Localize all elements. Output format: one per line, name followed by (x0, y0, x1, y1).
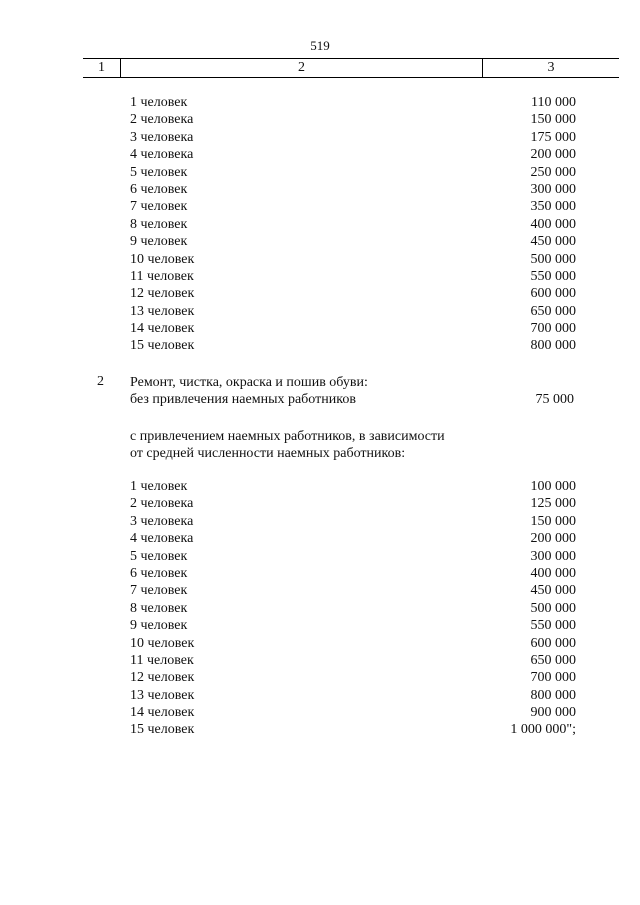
amount-value: 500 000 (530, 600, 576, 616)
list-item (0, 146, 640, 163)
amount-value: 450 000 (530, 234, 576, 250)
list-item (0, 320, 640, 337)
list-item (0, 565, 640, 582)
list-item (0, 652, 640, 669)
headcount-label: 5 человек (130, 164, 188, 180)
headcount-label: 8 человек (130, 216, 188, 232)
amount-value: 550 000 (530, 268, 576, 284)
headcount-label: 15 человек (130, 338, 195, 354)
list-item (0, 303, 640, 320)
headcount-label: 3 человека (130, 513, 194, 529)
headcount-list-b (0, 478, 640, 739)
headcount-label: 4 человека (130, 147, 194, 163)
header-col-3: 3 (547, 60, 555, 75)
with-workers-line-2: от средней численности наемных работников: (130, 446, 406, 462)
list-item (0, 513, 640, 530)
headcount-label: 1 человек (130, 95, 188, 110)
headcount-label: 12 человек (130, 286, 195, 302)
list-item (0, 233, 640, 250)
list-item (0, 548, 640, 565)
headcount-label: 9 человек (130, 618, 188, 634)
headcount-label: 7 человек (130, 199, 188, 215)
amount-value: 700 000 (530, 670, 576, 686)
headcount-label: 7 человек (130, 583, 188, 599)
list-item (0, 721, 640, 738)
amount-value: 400 000 (530, 565, 576, 581)
table-header (83, 58, 619, 78)
headcount-label: 13 человек (130, 303, 195, 319)
list-item (0, 216, 640, 233)
headcount-label: 12 человек (130, 670, 195, 686)
headcount-label: 10 человек (130, 251, 195, 267)
headcount-label: 11 человек (130, 652, 194, 668)
amount-value: 200 000 (530, 147, 576, 163)
amount-value: 600 000 (530, 286, 576, 302)
amount-value: 450 000 (530, 583, 576, 599)
headcount-label: 11 человек (130, 268, 194, 284)
amount-value: 110 000 (531, 95, 576, 110)
with-workers-line-1: с привлечением наемных работников, в зависимости (130, 429, 445, 444)
amount-value: 100 000 (530, 479, 576, 494)
amount-value: 200 000 (530, 531, 576, 547)
headcount-label: 9 человек (130, 234, 188, 250)
headcount-label: 1 человек (130, 479, 188, 494)
amount-value: 400 000 (530, 216, 576, 232)
list-item (0, 495, 640, 512)
header-col-2: 2 (121, 59, 483, 77)
list-item (0, 94, 640, 111)
amount-value: 350 000 (530, 199, 576, 215)
section-title: Ремонт, чистка, окраска и пошив обуви: (130, 375, 368, 390)
amount-value: 600 000 (530, 635, 576, 651)
amount-value: 175 000 (530, 129, 576, 145)
headcount-label: 14 человек (130, 705, 195, 721)
list-item (0, 617, 640, 634)
headcount-label: 10 человек (130, 635, 195, 651)
list-item (0, 530, 640, 547)
headcount-label: 15 человек (130, 722, 195, 738)
amount-value: 700 000 (530, 321, 576, 337)
amount-value: 800 000 (530, 338, 576, 354)
headcount-label: 8 человек (130, 600, 188, 616)
list-item (0, 635, 640, 652)
list-item (0, 198, 640, 215)
list-item (0, 129, 640, 146)
headcount-label: 14 человек (130, 321, 195, 337)
amount-value: 300 000 (530, 548, 576, 564)
amount-value: 1 000 000"; (510, 722, 576, 738)
amount-value: 125 000 (530, 496, 576, 512)
list-item (0, 704, 640, 721)
list-item (0, 669, 640, 686)
list-item (0, 337, 640, 354)
list-item (0, 111, 640, 128)
amount-value: 650 000 (530, 652, 576, 668)
amount-value: 650 000 (530, 303, 576, 319)
headcount-list-a (0, 94, 640, 355)
amount-value: 250 000 (530, 164, 576, 180)
amount-value: 500 000 (530, 251, 576, 267)
amount-value: 300 000 (530, 181, 576, 197)
headcount-label: 13 человек (130, 687, 195, 703)
list-item (0, 600, 640, 617)
list-item (0, 687, 640, 704)
list-item (0, 582, 640, 599)
headcount-label: 3 человека (130, 129, 194, 145)
headcount-label: 5 человек (130, 548, 188, 564)
amount-value: 150 000 (530, 513, 576, 529)
section-number: 2 (97, 374, 104, 389)
list-item (0, 285, 640, 302)
list-item (0, 268, 640, 285)
header-col-1: 1 (83, 59, 121, 77)
list-item (0, 251, 640, 268)
amount-value: 150 000 (530, 112, 576, 128)
no-workers-label: без привлечения наемных работников (130, 392, 356, 408)
headcount-label: 6 человек (130, 181, 188, 197)
list-item (0, 478, 640, 495)
amount-value: 800 000 (530, 687, 576, 703)
list-item (0, 164, 640, 181)
headcount-label: 4 человека (130, 531, 194, 547)
list-item (0, 181, 640, 198)
page-number: 519 (310, 38, 330, 53)
amount-value: 900 000 (530, 705, 576, 721)
headcount-label: 2 человека (130, 112, 194, 128)
amount-value: 550 000 (530, 618, 576, 634)
headcount-label: 2 человека (130, 496, 194, 512)
headcount-label: 6 человек (130, 565, 188, 581)
no-workers-value: 75 000 (535, 392, 574, 408)
